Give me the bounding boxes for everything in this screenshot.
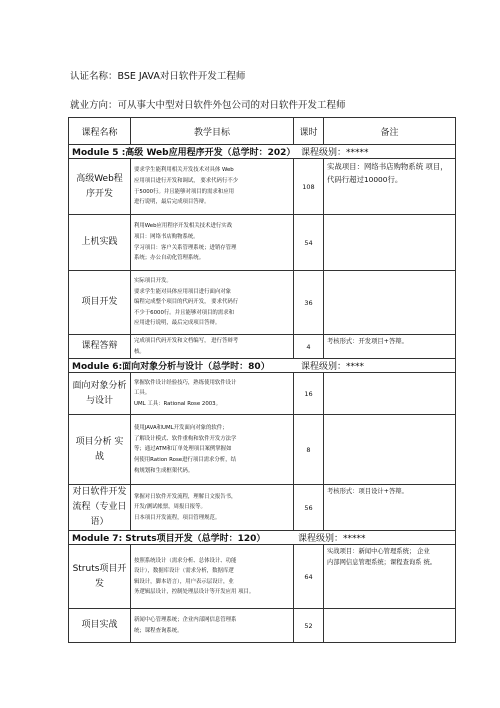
table-row bbox=[69, 159, 456, 215]
table-row bbox=[69, 373, 456, 415]
teaching-goal-line: 要求学生能利用相关开发技术对具体 Web bbox=[134, 167, 234, 174]
teaching-goal-cell bbox=[131, 215, 294, 271]
hours-cell: 52 bbox=[294, 609, 324, 643]
teaching-goal-line: 统；课程查询系统。 bbox=[134, 627, 183, 634]
course-name-cell: 项目实战 bbox=[69, 609, 131, 643]
teaching-goal-cell bbox=[131, 415, 294, 485]
module-level: 课程级别：***** bbox=[298, 534, 366, 545]
note-line: 实战项目：网络书店购物系统 项目， bbox=[327, 162, 448, 171]
module-header-row bbox=[69, 145, 456, 159]
teaching-goal-line: 开发/测试帐票，周报日报等。 bbox=[134, 504, 206, 511]
module-header-row bbox=[69, 531, 456, 545]
course-name-cell: Struts项目开发 bbox=[69, 545, 131, 609]
table-header-row bbox=[69, 118, 456, 145]
teaching-goal-line: 何使用Ration Rose进行项目需求分析，结 bbox=[134, 456, 236, 463]
notes-cell bbox=[324, 215, 456, 271]
header-course-name: 课程名称 bbox=[69, 118, 131, 145]
teaching-goal-line: 不少于6000行。并且能够对项目的需求和 bbox=[134, 309, 234, 316]
module-header-cell bbox=[69, 531, 456, 545]
course-name-cell: 上机实践 bbox=[69, 215, 131, 271]
teaching-goal-line: 掌握对日软件开发流程，理解日文报告书， bbox=[134, 493, 237, 500]
module-header-cell bbox=[69, 145, 456, 159]
module-title: Module 5 :高级 Web应用程序开发（总学时：202） bbox=[72, 148, 296, 158]
teaching-goal-line: 实际项目开发。 bbox=[134, 278, 172, 285]
teaching-goal-line: 新闻中心管理系统；企业内部网信息管理系 bbox=[134, 617, 237, 624]
teaching-goal-line: 按照系统设计（需求分析、总体设计、功能 bbox=[134, 557, 237, 564]
course-name-cell: 对日软件开发流程（专业日语） bbox=[69, 485, 131, 531]
module-title: Module 7: Struts项目开发（总学时：120） bbox=[72, 534, 266, 545]
header-hours: 课时 bbox=[294, 118, 324, 145]
teaching-goal-line: 了解设计模式、软件重构和软件开发方法学 bbox=[134, 435, 237, 442]
teaching-goal-line: 应用进行说明，最后完成项目答辩。 bbox=[134, 320, 221, 327]
hours-cell: 56 bbox=[294, 485, 324, 531]
teaching-goal-cell bbox=[131, 373, 294, 415]
teaching-goal-line: 辑设计，脚本语言），用户表示层设计，业 bbox=[134, 578, 234, 585]
teaching-goal-line: 掌握软件设计经验技巧，熟练使用软件设计 bbox=[134, 379, 237, 386]
teaching-goal-cell bbox=[131, 485, 294, 531]
course-name-cell: 高级Web程序开发 bbox=[69, 159, 131, 215]
course-name-cell: 面向对象分析与设计 bbox=[69, 373, 131, 415]
table-row bbox=[69, 609, 456, 643]
header-teaching-goal: 教学目标 bbox=[131, 118, 294, 145]
note-line: 考核形式：开发项目+答辩。 bbox=[327, 338, 408, 345]
hours-cell: 54 bbox=[294, 215, 324, 271]
hours-cell: 36 bbox=[294, 271, 324, 335]
header-notes: 备注 bbox=[324, 118, 456, 145]
teaching-goal-line: 利用Web应用程序开发相关技术进行实战 bbox=[134, 223, 233, 230]
certification-line: 认证名称：BSE JAVA对日软件开发工程师 bbox=[70, 71, 246, 82]
teaching-goal-cell bbox=[131, 335, 294, 359]
teaching-goal-line: UML 工具：Rational Rose 2003。 bbox=[134, 400, 222, 407]
table-row bbox=[69, 215, 456, 271]
teaching-goal-line: 构规划和生成框架代码。 bbox=[134, 467, 194, 474]
table-row bbox=[69, 335, 456, 359]
notes-cell bbox=[324, 545, 456, 609]
course-name-cell: 课程答辩 bbox=[69, 335, 131, 359]
teaching-goal-line: 于5000行。并且能够对项目的需求和应用 bbox=[134, 188, 234, 195]
teaching-goal-line: 工具。 bbox=[134, 390, 151, 397]
teaching-goal-line: 日本项目开发流程，项目管理规范。 bbox=[134, 514, 221, 521]
notes-cell bbox=[324, 159, 456, 215]
teaching-goal-line: 要求学生能对具体应用项目进行面向对象 bbox=[134, 288, 232, 295]
table-row bbox=[69, 485, 456, 531]
module-header-cell bbox=[69, 359, 456, 373]
notes-cell bbox=[324, 415, 456, 485]
teaching-goal-line: 应用项目进行开发和调试， 要求代码行不少 bbox=[134, 177, 239, 184]
teaching-goal-line: 务逻辑层设计，控制处理层设计等开发应用 项目。 bbox=[134, 589, 255, 596]
teaching-goal-cell bbox=[131, 609, 294, 643]
hours-cell: 8 bbox=[294, 415, 324, 485]
hours-cell: 108 bbox=[294, 159, 324, 215]
teaching-goal-cell bbox=[131, 271, 294, 335]
notes-cell bbox=[324, 609, 456, 643]
course-name-cell: 项目分析 实战 bbox=[69, 415, 131, 485]
teaching-goal-line: 使用JAVA和UML开发面向对象的软件； bbox=[134, 425, 228, 432]
note-line: 实战项目：新闻中心管理系统； 企业 bbox=[327, 548, 430, 556]
note-line: 内部网信息管理系统；课程查询系 统。 bbox=[327, 559, 437, 567]
course-name-cell: 项目开发 bbox=[69, 271, 131, 335]
teaching-goal-line: 设计），数据库设计（需求分析，数据库逻 bbox=[134, 568, 234, 575]
module-level: 课程级别：**** bbox=[301, 362, 365, 373]
module-header-row bbox=[69, 359, 456, 373]
hours-cell: 64 bbox=[294, 545, 324, 609]
notes-cell bbox=[324, 335, 456, 359]
module-title: Module 6:面向对象分析与设计（总学时：80） bbox=[72, 362, 270, 373]
teaching-goal-line: 等；通过ATM和订单处理项目案例掌握如 bbox=[134, 446, 232, 453]
teaching-goal-cell bbox=[131, 159, 294, 215]
teaching-goal-line: 系统；办公自动化管理系统。 bbox=[134, 255, 205, 262]
table-row bbox=[69, 271, 456, 335]
note-line: 代码行超过10000行。 bbox=[327, 175, 403, 184]
teaching-goal-line: 进行说明，最后完成项目答辩。 bbox=[134, 199, 210, 206]
notes-cell bbox=[324, 373, 456, 415]
teaching-goal-line: 学习项目：客户关系管理系统；进销存管理 bbox=[134, 244, 237, 251]
hours-cell: 16 bbox=[294, 373, 324, 415]
table-row bbox=[69, 415, 456, 485]
hours-cell: 4 bbox=[294, 335, 324, 359]
table-row bbox=[69, 545, 456, 609]
notes-cell bbox=[324, 485, 456, 531]
note-line: 考核形式：项目设计+答辩。 bbox=[327, 488, 408, 496]
module-level: 课程级别：***** bbox=[301, 148, 369, 158]
teaching-goal-cell bbox=[131, 545, 294, 609]
teaching-goal-line: 编程完成整个项目的代码开发， 要求代码行 bbox=[134, 299, 239, 306]
notes-cell bbox=[324, 271, 456, 335]
course-table bbox=[68, 117, 456, 643]
teaching-goal-line: 核。 bbox=[134, 348, 145, 355]
teaching-goal-line: 项目：网络书店购物系统。 bbox=[134, 233, 199, 240]
teaching-goal-line: 完成项目代码开发和文档编写， 进行答辩考 bbox=[134, 338, 239, 344]
employment-direction-line: 就业方向：可从事大中型对日软件外包公司的对日软件开发工程师 bbox=[70, 100, 346, 111]
